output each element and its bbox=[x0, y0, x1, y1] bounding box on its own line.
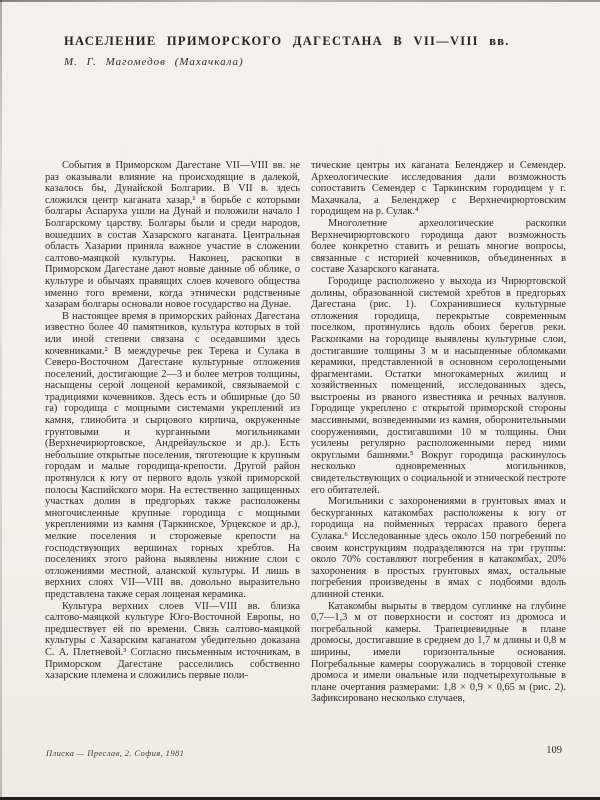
paragraph: События в Приморском Дагестане VII—VIII вв. не раз оказывали влияние на происходящие в далекой, казалось бы, Дунайской Болгарии. В VII в. здесь сложился центр каганата хазар,¹ в борьбе с которыми болгары Аспаруха ушли на Дунай и положили начало I Болгарскому царству. Болгары были и среди народов, вошедших в состав Хазарского каганата. Центральная область Хазарии приняла важное участие в сложении салтово-маяцкой культуры. Наконец, раскопки в Приморском Дагестане дают новые данные об облике, о культуре и обычаях правящих слоев кочевого общества именно того времени, когда этнически родственные хазарам болгары основали новое государство на Дунае. bbox=[45, 160, 300, 311]
article-body bbox=[45, 160, 566, 705]
page-number: 109 bbox=[546, 745, 562, 756]
paragraph: В настоящее время в приморских районах Дагестана известно более 40 памятников, культура которых в той или иной степени связана с оседавшими здесь кочевниками.² В междуречье рек Терека и Сулака в Северо-Восточном Дагестане культурные отложения поселений, достигающие 2—3 и более метров толщины, насыщены серой лощеной керамикой, связываемой с традициями кочевников. Здесь есть и обширные (до 50 га) городища с мощными системами укреплений из камня, глинобита и сырцового кирпича, окруженные грунтовыми и курганными могильниками (Верхнечирюртовское, Андрейаульское и др.). Есть небольшие открытые поселения, тяготеющие к крупным городам и малые городища-крепости. Другой район протянулся к югу от первого вдоль узкой приморской полосы Каспийского моря. На естественно защищенных участках долин в предгорьях также расположены многочисленные крупные городища с мощными укреплениями из камня (Таркинское, Урцекское и др.), мелкие поселения и сторожевые крепости на господствующих вершинах горных хребтов. На поселениях этого района выявлены нижние слои с отложениями местной, аланской культуры. И лишь в верхних слоях VII—VIII вв. довольно выразительно представлена также серая лощеная керамика. bbox=[45, 310, 300, 600]
scan-edge-top bbox=[0, 0, 600, 2]
footer-citation: Плиска — Преслав, 2. София, 1981 bbox=[46, 748, 185, 758]
paragraph: Катакомбы вырыты в твердом суглинке на глубине 0,7—1,3 м от поверхности и состоят из дромоса и погребальной камеры. Трапециевидные в плане дромосы, достигавшие в среднем до 1,7 м длины и 0,8 м ширины, имели горизонтальные основания. Погребальные камеры сооружались в торцовой стенке дромоса и имели овальные или подчетырехугольные в плане очертания размерами: 1,8 × 0,9 × 0,65 м (рис. 2). Зафиксировано несколько случаев, bbox=[311, 600, 566, 705]
scan-edge-left bbox=[0, 0, 2, 800]
paragraph: Многолетние археологические раскопки Верхнечирюртовского городища дают возможность более конкретно ставить и решать многие вопросы, связанные с историей кочевников, объединенных в составе Хазарского каганата. bbox=[311, 217, 566, 276]
article-title: НАСЕЛЕНИЕ ПРИМОРСКОГО ДАГЕСТАНА В VII—VIII вв. bbox=[64, 34, 510, 49]
paragraph: Культура верхних слоев VII—VIII вв. близка салтово-маяцкой культуре Юго-Восточной Европы, но предшествует ей по времени. Связь салтово-маяцкой культуры с Хазарским каганатом убедительно доказана С. А. Плетневой.³ Согласно письменным источникам, в Приморском Дагестане расселились собственно хазарские племена и сложились первые поли- bbox=[45, 600, 300, 682]
left-column bbox=[45, 160, 300, 705]
right-column bbox=[311, 160, 566, 705]
paragraph: Могильники с захоронениями в грунтовых ямах и бескурганных катакомбах расположены к югу от городища на пойменных террасах правого берега Сулака.⁶ Исследованные здесь около 150 погребений по своим конструкциям подразделяются на три группы: около 70% составляют погребения в катакомбах, 20% захоронения в простых грунтовых ямах, остальные погребения произведены в ямах с подбоями вдоль длинной стенки. bbox=[311, 496, 566, 600]
paragraph: Городище расположено у выхода из Чирюртовской долины, образованной системой хребтов в предгорьях Дагестана (рис. 1). Сохранившиеся культурные отложения городища, перекрытые современным поселком, протянулись вдоль обоих берегов реки. Раскопками на городище выявлены культурные слои, достигавшие толщины 3 м и насыщенные обломками керамики, представленной в основном серолощеными фрагментами. Остатки многокамерных жилищ и хозяйственных помещений, исследованных здесь, выстроены из рваного известняка и речных валунов. Городище укреплено с открытой приморской стороны массивными, возведенными из камня, оборонительными сооружениями, достигавшими 10 м толщины. Они усилены регулярно расположенными перед ними округлыми башнями.⁵ Вокруг городища раскинулось несколько одновременных могильников, свидетельствующих о социальной и этнической пестроте его обитателей. bbox=[311, 275, 566, 496]
author-line: М. Г. Магомедов (Махачкала) bbox=[64, 56, 244, 68]
paragraph: тические центры их каганата Беленджер и Семендер. Археологические исследования дали возможность сопоставить Семендер с Таркинским городищем у г. Махачкала, а Беленджер с Верхнечирюртовским городищем на р. Сулак.⁴ bbox=[311, 160, 566, 218]
